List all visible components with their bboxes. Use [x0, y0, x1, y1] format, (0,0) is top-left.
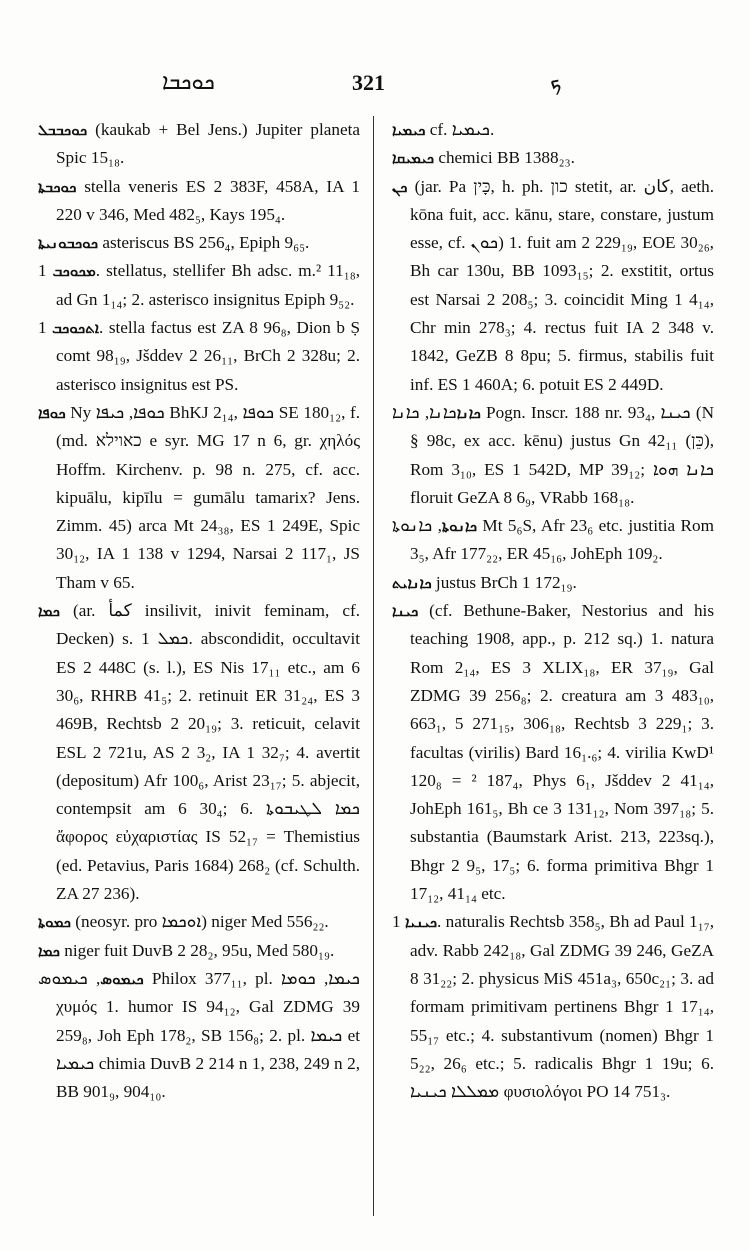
entry-text: 1. naturalis Rechtsb 358₅, Bh ad Paul 1₁₇, adv. Rabb 242₁₈, Gal ZDMG 39 246, GeZA 8 31₂₂; 2. physicus MiS 451a₃, 650c₂₁; 3. ad formam primitivam pertinens Bhgr 1 17₁₄, 55₁₇ etc.; 4. substantivum (nomen) Bhgr 1 5₂₂, 26₆ etc.; 5. radicalis Bhgr 1 19u; 6. ܡܡܠܠܐ ܟܝܢܝܐ φυσιολόγοι PO 14 751₃. — [392, 912, 714, 1102]
dictionary-entry — [38, 229, 360, 257]
dictionary-entry — [392, 399, 714, 512]
entry-text: stella veneris ES 2 383F, 458A, IA 1 220 v 346, Med 482₅, Kays 195₄. — [56, 176, 360, 224]
entry-text: ܟܐܢܐ, ܟܐܢܐ Pogn. Inscr. 188 nr. 93₄, ܟܝܢܐ (N § 98c, ex acc. kēnu) justus Gn 42₁₁ (כֵּן), Rom 3₁₀, ES 1 542D, MP 39₁₂; ܟܐܢܐ ܗܘܐ floruit GeZA 8 6₉, VRabb 168₁₈. — [392, 402, 714, 507]
headword: ܟܢ — [392, 177, 408, 196]
headword: ܟܐܢܘܬܐ — [441, 517, 478, 536]
headword: ܟܝܡܝܐ — [392, 121, 426, 139]
entry-text: (ar. كمأ insilivit, inivit feminam, cf. Decken) s. ܟܡܠ 1. abscondidit, occultavit ES 2 448C (s. l.), ES Nis 17₁₁ etc., am 6 30₆, RHRB 41₅; 2. retinuit ER 31₂₄, ES 3 469B, Rechtsb 2 20₁₉; 3. reticuit, celavit ESL 2 721u, AS 2 3₂, IA 1 32₇; 4. avertit (depositum) Afr 100₆, Arist 23₁₇; 5. abjecit, contempsit am 6 30₄; 6. ܟܡܐ ܠܛܝܒܘܬܐ ἄφορος εὐχαριστίας IS 52₁₇ = Themistius (ed. Petavius, Paris 1684) 268₂ (cf. Schulth. ZA 27 236). — [56, 601, 361, 904]
column-divider — [373, 116, 374, 1216]
entry-text: chemici BB 1388₂₃. — [438, 148, 575, 168]
headword: ܟܝܢܐ — [392, 602, 419, 621]
dictionary-entry — [392, 597, 714, 908]
page-number: 321 — [352, 70, 385, 95]
entry-text: , ܟܐܢܘܬܐ Mt 5₆S, Afr 23₆ etc. justitia Rom 3₅, Afr 177₂₂, ER 45₁₆, JohEph 109₂. — [392, 516, 714, 564]
dictionary-entry — [38, 116, 360, 173]
dictionary-entry — [38, 257, 360, 314]
dictionary-entry — [38, 314, 360, 399]
dictionary-entry — [392, 569, 714, 597]
headword: ܟܡܘܬܐ — [38, 913, 71, 932]
dictionary-entry — [392, 173, 714, 399]
entry-text: 1. stellatus, stellifer Bh adsc. m.² 11₁₈, ad Gn 1₁₄; 2. asterisco insignitus Epiph 9₅₂. — [38, 261, 360, 309]
entry-text: , ܟܝܡܘܣ Philox 377₁₁, pl. ܟܝܡܐ, ܟܘܡܐ χυμός 1. humor IS 94₁₂, Gal ZDMG 39 259₈, Joh Eph 178₂, SB 156₈; 2. pl. ܟܝܡܐ et ܟܝܡܝܐ chimia DuvB 2 214 n 1, 238, 249 n 2, BB 901₉, 904₁₀. — [38, 968, 361, 1102]
entry-text: asteriscus BS 256₄, Epiph 9₆₅. — [102, 233, 310, 253]
dictionary-entry — [38, 965, 360, 1106]
dictionary-entry — [38, 937, 360, 965]
entry-text: niger fuit DuvB 2 28₂, 95u, Med 580₁₉. — [64, 940, 335, 960]
headword: ܟܡܐ — [38, 602, 60, 621]
entry-text: cf. ܟܝܡܝܐ. — [429, 120, 495, 139]
headword: ܟܐܢܐ — [456, 403, 481, 422]
headword: ܟܝܡܝܩܐ — [392, 149, 435, 168]
dictionary-entry — [38, 399, 360, 597]
entry-text: (cf. Bethune-Baker, Nestorius and his teaching 1908, app., p. 212 sq.) 1. natura Rom 2₁₄, ES 3 XLIX₁₈, ER 37₁₉, Gal ZDMG 39 256₈; 2. creatura am 3 483₁₀, 663₁, 5 271₁₅, 306₁₈, Rechtsb 3 229₁; 3. facultas (virilis) Bard 16₁.₆; 4. virilia KwD¹ 120₈ = ² 187₄, Phys 6₁, Jšddev 2 41₁₄, JohEph 161₅, Bh ce 3 131₁₂, Nom 397₁₈; 5. substantia (Baumstark Arist. 213, 223sq.), Bhgr 2 9₅, 17₅; 6. forma primitiva Bhgr 1 17₁₂, 41₁₄ etc. — [410, 601, 715, 904]
page-header — [0, 62, 750, 102]
dictionary-entry — [392, 512, 714, 569]
dictionary-entry — [392, 116, 714, 144]
entry-text: justus BrCh 1 172₁₉. — [435, 572, 577, 592]
headword: ܟܘܟܒܒܠ — [38, 121, 88, 139]
headword: ܟܝܢܝܐ — [404, 913, 437, 932]
headword: ܟܘܟܒܬܐ — [38, 177, 77, 196]
dictionary-entry — [392, 908, 714, 1106]
dictionary-entry — [38, 173, 360, 230]
dictionary-entry — [38, 908, 360, 936]
headword: ܡܟܘܟܒ — [52, 262, 96, 281]
headword: ܟܝܡܘܣ — [100, 969, 144, 988]
headword: ܟܐܢܐܝܬ — [392, 573, 432, 592]
headword: ܟܘܦܐ — [38, 403, 66, 422]
running-head-left: ܟܘܟܒܐ — [162, 70, 215, 95]
right-column — [392, 116, 714, 1106]
entry-text: (neosyr. pro ܐܘܟܡܐ) niger Med 556₂₂. — [75, 912, 329, 932]
headword: ܟܡܐ — [38, 941, 60, 960]
dictionary-entry — [38, 597, 360, 908]
dictionary-entry — [392, 144, 714, 172]
entry-text: Ny ܟܘܦܐ, ܟܝܦܐ BhKJ 2₁₄, ܟܘܦܐ SE 180₁₂, f. (md. כאוילא e syr. MG 17 n 6, gr. χηλός Hoffm. Kirchenv. p. 98 n. 275, cf. acc. kipuālu, kipīlu = gumālu tamarix? Jens. Zimm. 45) arca Mt 24₃₈, ES 1 249E, Spic 30₁₂, IA 1 138 v 1294, Narsai 2 117₁, JS Tham v 65. — [56, 402, 361, 592]
entry-text: 1. stella factus est ZA 8 96₈, Dion b Ṣ comt 98₁₉, Jšddev 2 26₁₁, BrCh 2 328u; 2. asterisco insignitus est PS. — [38, 318, 361, 394]
entry-text: (kaukab + Bel Jens.) Jupiter planeta Spic 15₁₈. — [56, 120, 360, 168]
entry-text: (jar. Pa כָּין, h. ph. כון stetit, ar. كان, aeth. kōna fuit, acc. kānu, stare, constare, justum esse, cf. ܟܘܢ) 1. fuit am 2 229₁₉, EOE 30₂₆, Bh car 130u, BB 1093₁₅; 2. exstitit, ortus est Narsai 2 208₅; 3. coincidit Ming 1 4₁₄, Chr min 278₃; 4. rectus fuit IA 2 348 v. 1842, GeZB 8 8pu; 5. firmus, stabilis fuit inf. ES 1 460A; 6. potuit ES 2 449D. — [410, 176, 715, 394]
left-column — [38, 116, 360, 1106]
headword: ܟܘܟܒܘܢܝܬܐ — [38, 234, 99, 253]
running-head-right: ܟ — [550, 70, 562, 95]
headword: ܐܬܟܘܟܒ — [52, 319, 100, 338]
